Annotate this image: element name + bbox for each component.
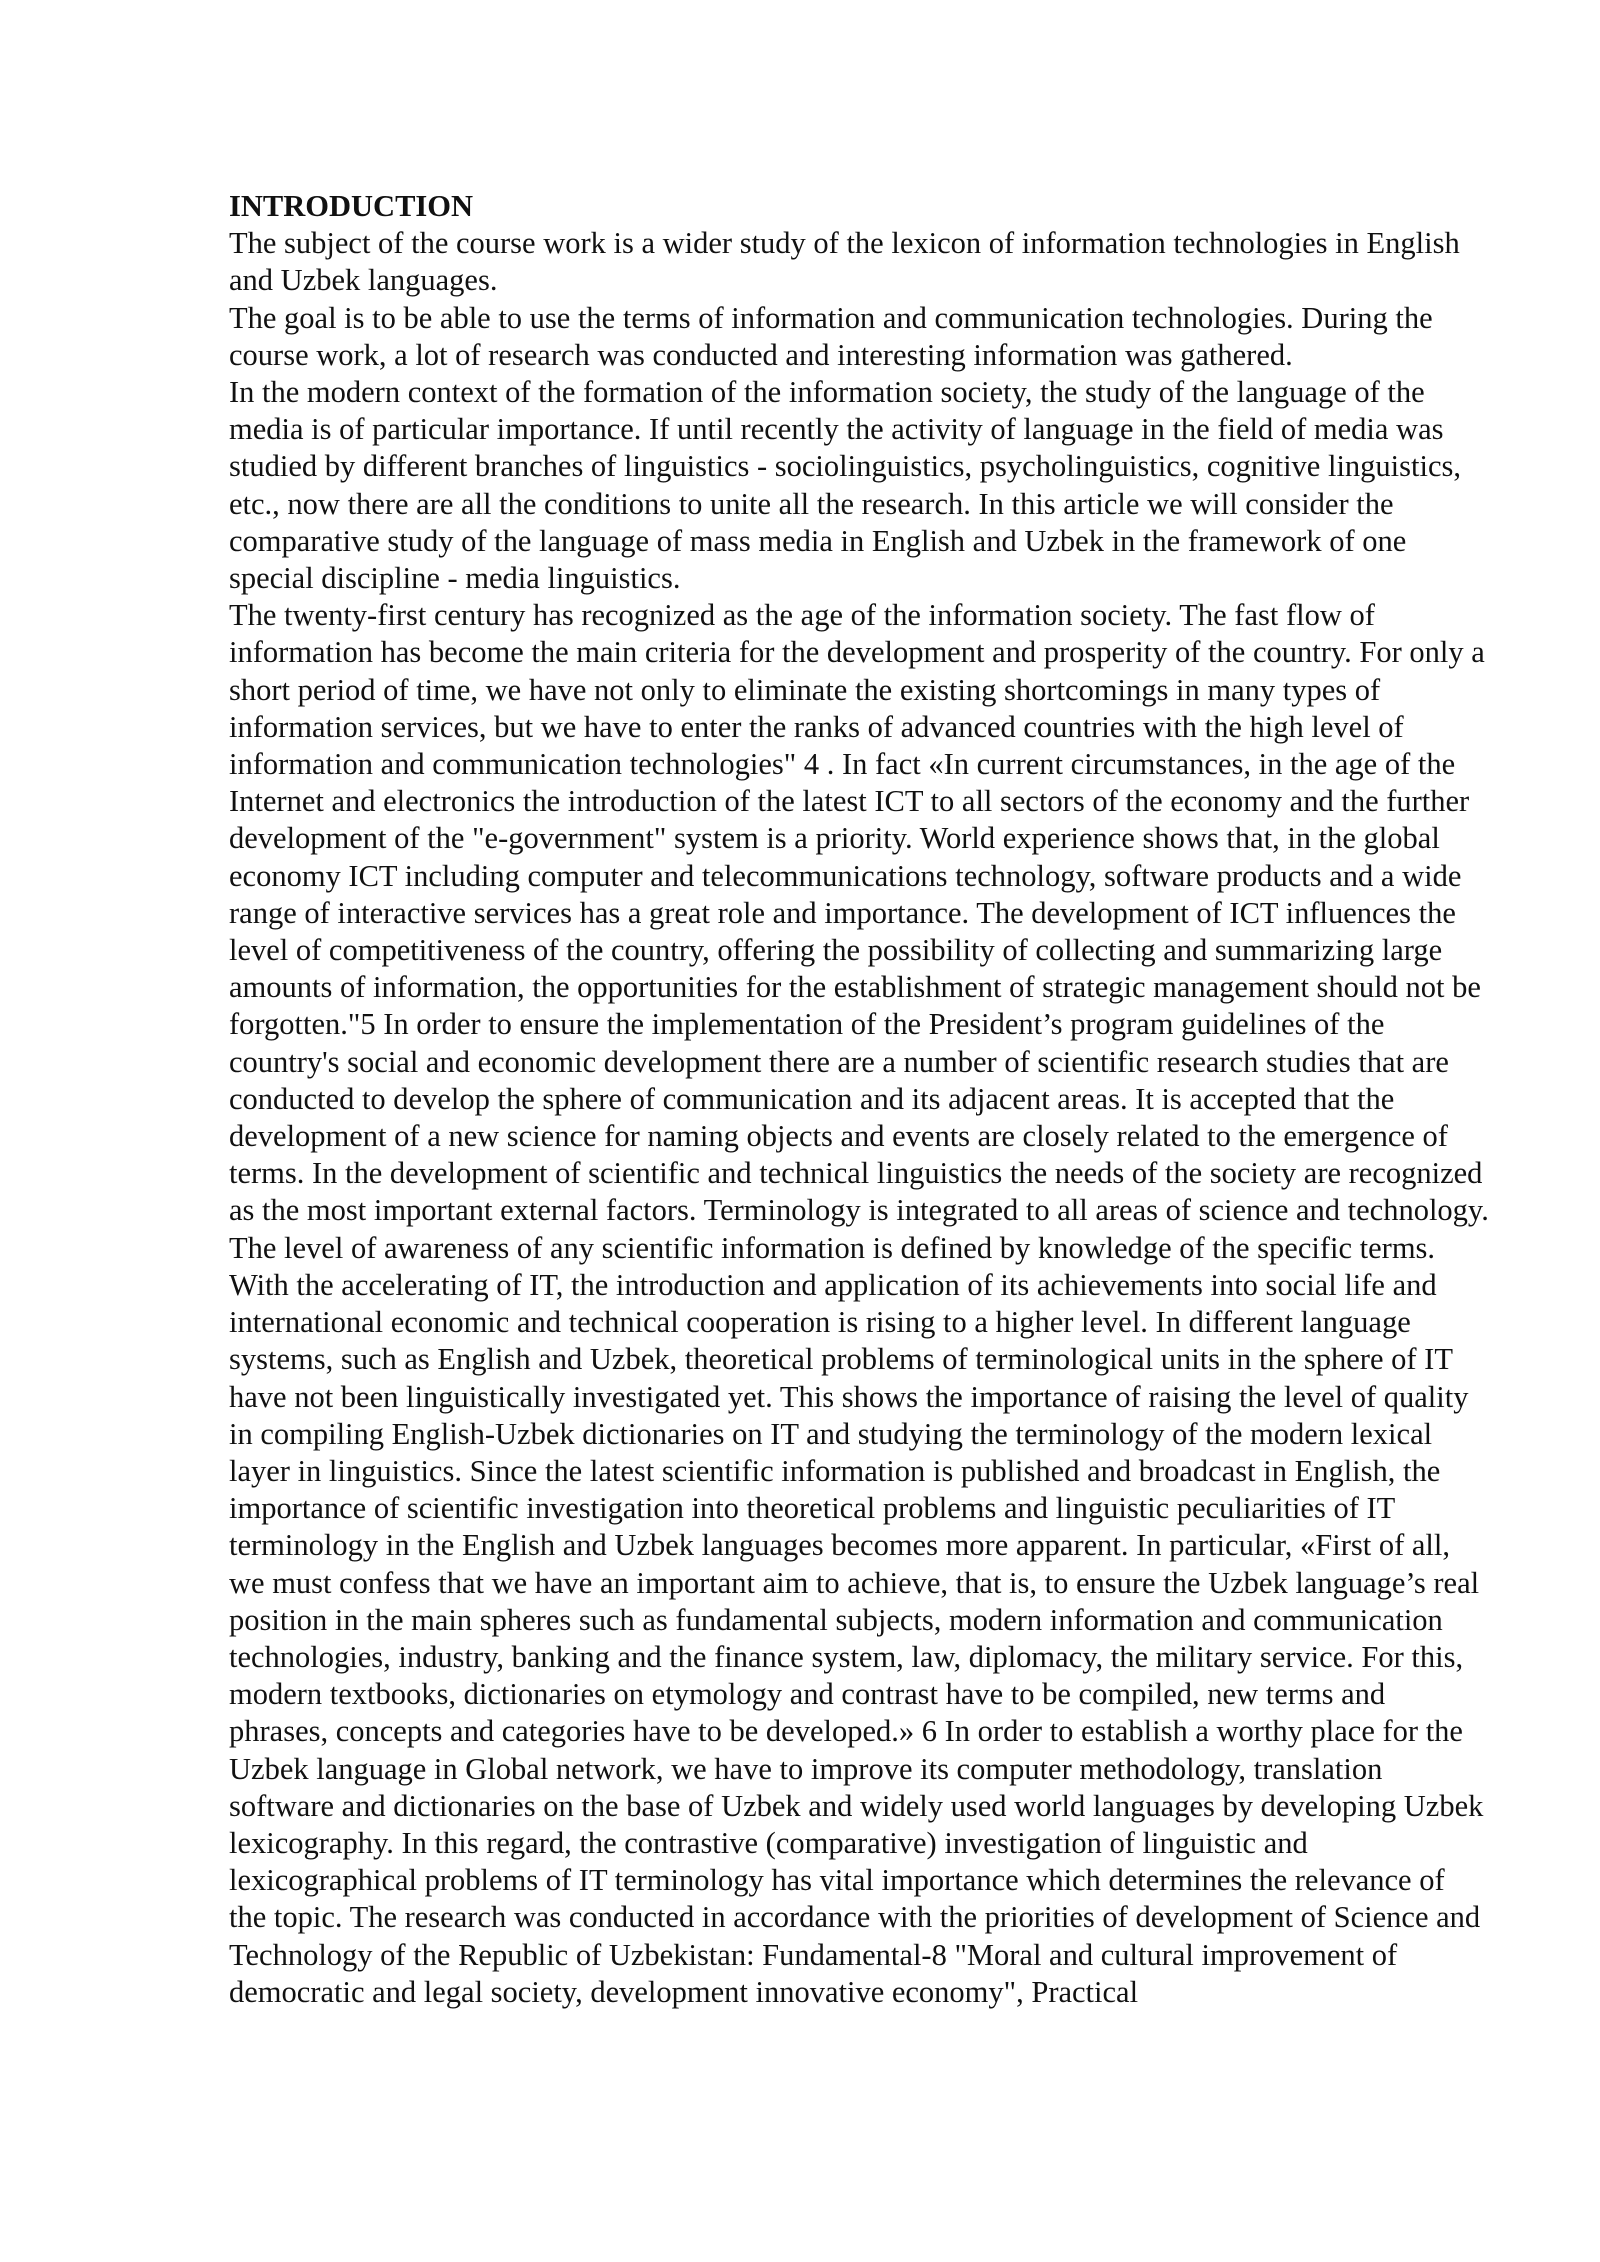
document-body	[229, 188, 1489, 2011]
paragraph-subject: The subject of the course work is a wider study of the lexicon of information technologies in English and Uzbek languages.	[229, 226, 1460, 298]
paragraph-goal: The goal is to be able to use the terms of information and communication technologies. During the course work, a lot of research was conducted and interesting information was gathered.	[229, 300, 1433, 372]
paragraph-twenty-first-century: The twenty-first century has recognized as the age of the information society. The fast flow of information has become the main criteria for the development and prosperity of the country. For only a short period of time, we have not only to eliminate the existing shortcomings in many types of information services, but we have to enter the ranks of advanced countries with the high level of information and communication technologies" 4 . In fact «In current circumstances, in the age of the Internet and electronics the introduction of the latest ICT to all sectors of the economy and the further development of the "e-government" system is a priority. World experience shows that, in the global economy ICT including computer and telecommunications technology, software products and a wide range of interactive services has a great role and importance. The development of ICT influences the level of competitiveness of the country, offering the possibility of collecting and summarizing large amounts of information, the opportunities for the establishment of strategic management should not be forgotten."5 In order to ensure the implementation of the President’s program guidelines of the country's social and economic development there are a number of scientific research studies that are conducted to develop the sphere of communication and its adjacent areas. It is accepted that the development of a new science for naming objects and events are closely related to the emergence of terms. In the development of scientific and technical linguistics the needs of the society are recognized as the most important external factors. Terminology is integrated to all areas of science and technology. The level of awareness of any scientific information is defined by knowledge of the specific terms. With the accelerating of IT, the introduction and application of its achievements into social life and international economic and technical cooperation is rising to a higher level. In different language systems, such as English and Uzbek, theoretical problems of terminological units in the sphere of IT have not been linguistically investigated yet. This shows the importance of raising the level of quality in compiling English-Uzbek dictionaries on IT and studying the terminology of the modern lexical layer in linguistics. Since the latest scientific information is published and broadcast in English, the importance of scientific investigation into theoretical problems and linguistic peculiarities of IT terminology in the English and Uzbek languages becomes more apparent. In particular, «First of all, we must confess that we have an important aim to achieve, that is, to ensure the Uzbek language’s real position in the main spheres such as fundamental subjects, modern information and communication technologies, industry, banking and the finance system, law, diplomacy, the military service. For this, modern textbooks, dictionaries on etymology and contrast have to be compiled, new terms and phrases, concepts and categories have to be developed.» 6 In order to establish a worthy place for the Uzbek language in Global network, we have to improve its computer methodology, translation software and dictionaries on the base of Uzbek and widely used world languages by developing Uzbek lexicography. In this regard, the contrastive (comparative) investigation of linguistic and lexicographical problems of IT terminology has vital importance which determines the relevance of the topic. The research was conducted in accordance with the priorities of development of Science and Technology of the Republic of Uzbekistan: Fundamental-8 "Moral and cultural improvement of democratic and legal society, development innovative economy", Practical	[229, 598, 1489, 2009]
paragraph-modern-context: In the modern context of the formation of the information society, the study of the language of the media is of particular importance. If until recently the activity of language in the field of media was studied by different branches of linguistics - sociolinguistics, psycholinguistics, cognitive linguistics, etc., now there are all the conditions to unite all the research. In this article we will consider the comparative study of the language of mass media in English and Uzbek in the framework of one special discipline - media linguistics.	[229, 375, 1461, 596]
section-heading: INTRODUCTION	[229, 189, 474, 223]
